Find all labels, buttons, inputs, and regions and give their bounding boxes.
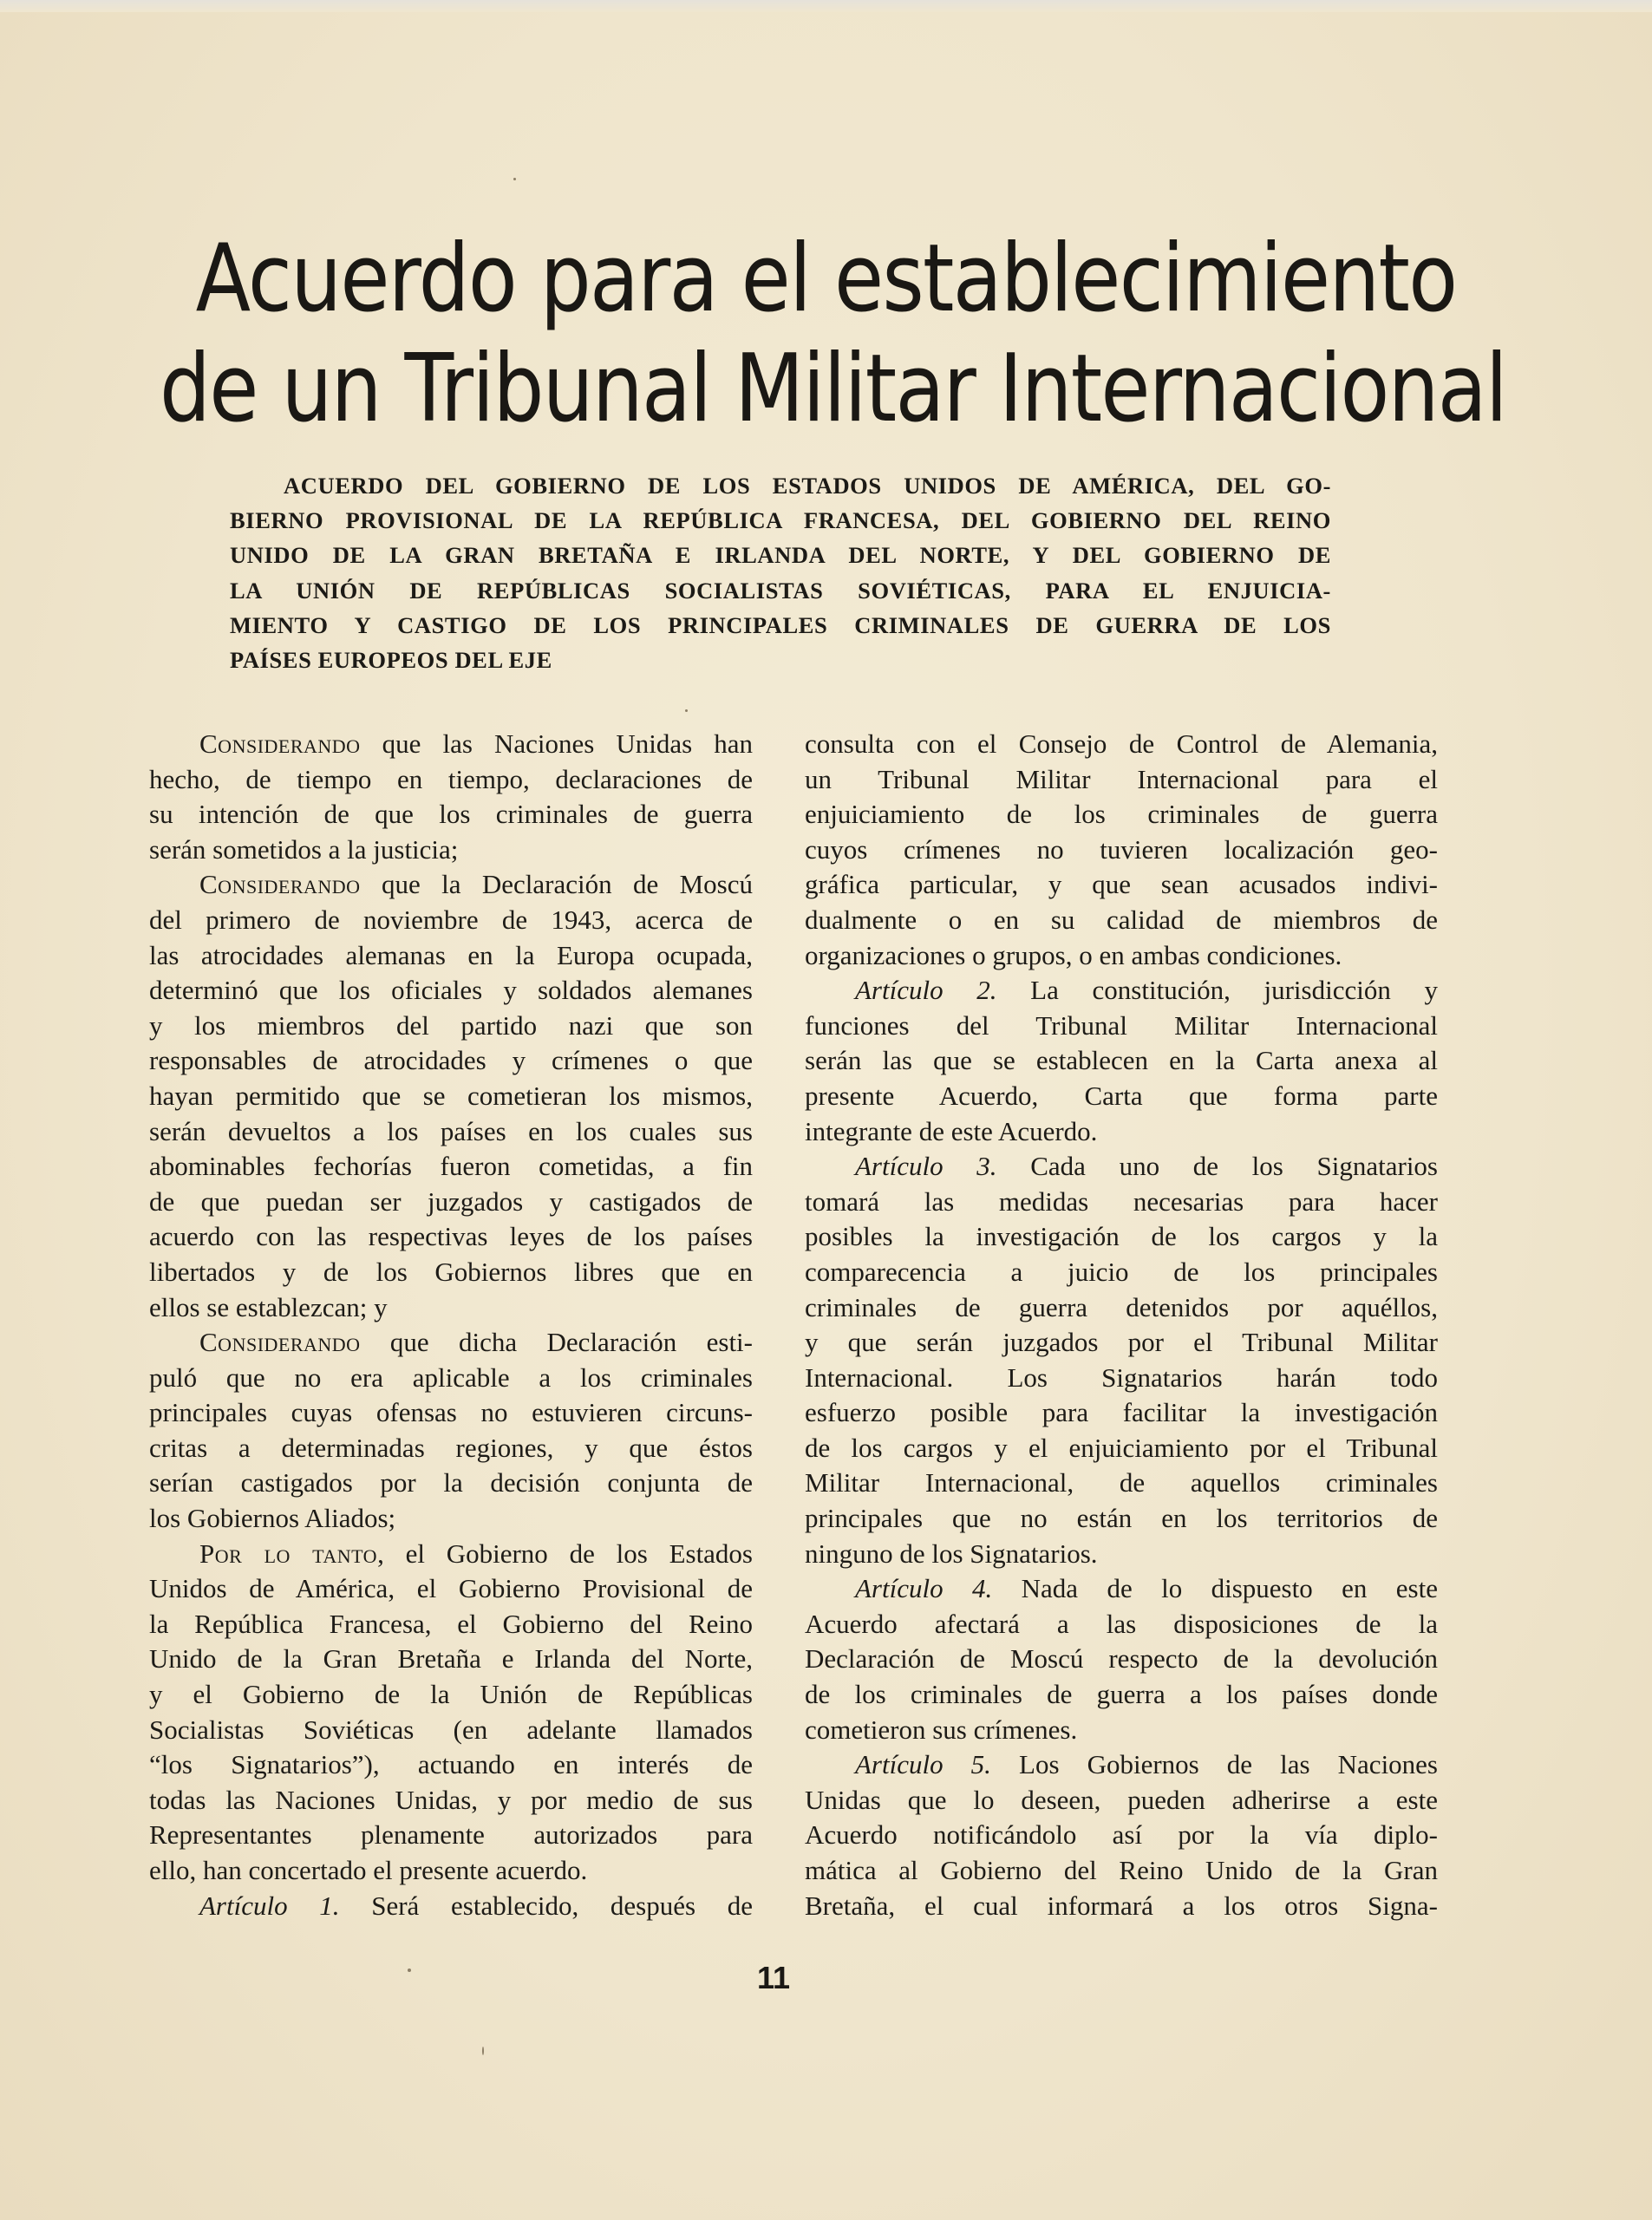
paragraph-line: funciones del Tribunal Militar Internacional	[805, 1009, 1438, 1041]
paragraph-line: serían castigados por la decisión conjunta de	[149, 1467, 753, 1498]
paragraph-line: Internacional. Los Signatarios harán todo	[805, 1361, 1438, 1393]
considerando-lead: Considerando	[199, 1327, 361, 1358]
paragraph-line	[149, 1325, 753, 1361]
paragraph-line: ellos se establezcan; y	[149, 1291, 388, 1322]
right-column	[805, 727, 1438, 1923]
paper-speck	[482, 2047, 484, 2055]
paragraph-line: ninguno de los Signatarios.	[805, 1538, 1098, 1569]
article-1-line	[149, 1889, 753, 1924]
paragraph-line: puló que no era aplicable a los criminales	[149, 1361, 753, 1393]
paragraph-line: un Tribunal Militar Internacional para el	[805, 763, 1438, 794]
line-text: La constitución, jurisdicción y	[996, 975, 1438, 1006]
paragraph-line: determinó que los oficiales y soldados alemanes	[149, 975, 753, 1006]
subtitle-line: PAÍSES EUROPEOS DEL EJE	[230, 646, 552, 673]
paragraph-line: consulta con el Consejo de Control de Alemania,	[805, 728, 1438, 759]
paragraph-line: serán devueltos a los países en los cuales sus	[149, 1115, 753, 1146]
subtitle-line: LA UNIÓN DE REPÚBLICAS SOCIALISTAS SOVIÉTICAS, PARA EL ENJUICIA-	[230, 577, 1331, 604]
line-text: , el Gobierno de los Estados	[377, 1538, 754, 1569]
article-5-line	[805, 1747, 1438, 1783]
paragraph-line: de los cargos y el enjuiciamiento por el Tribunal	[805, 1432, 1438, 1463]
paragraph-line: Militar Internacional, de aquellos criminales	[805, 1467, 1438, 1498]
left-column	[149, 727, 753, 1923]
page-number: 11	[756, 1960, 791, 1995]
paragraph-line: gráfica particular, y que sean acusados indivi-	[805, 869, 1438, 900]
article-5-label: Artículo 5.	[855, 1749, 991, 1780]
paper-speck	[685, 709, 688, 712]
paragraph-line: dualmente o en su calidad de miembros de	[805, 904, 1438, 935]
line-text: Nada de lo dispuesto en este	[992, 1573, 1438, 1604]
paragraph-line: Declaración de Moscú respecto de la devolución	[805, 1643, 1438, 1675]
paragraph-line: organizaciones o grupos, o en ambas condiciones.	[805, 939, 1342, 970]
paragraph-line	[149, 727, 753, 762]
paragraph-line: hayan permitido que se cometieran los mismos,	[149, 1080, 753, 1111]
article-2-label: Artículo 2.	[855, 975, 997, 1006]
article-1-label: Artículo 1.	[199, 1890, 340, 1921]
line-text: Será establecido, después de	[339, 1890, 753, 1921]
paragraph-line: “los Signatarios”), actuando en interés de	[149, 1749, 753, 1780]
paragraph-line: de que puedan ser juzgados y castigados de	[149, 1185, 753, 1217]
considerando-lead: Considerando	[199, 728, 361, 759]
line-text: Los Gobiernos de las Naciones	[990, 1749, 1438, 1780]
paragraph-line: principales que no están en los territorios de	[805, 1503, 1438, 1534]
paragraph-line: esfuerzo posible para facilitar la investigación	[805, 1397, 1438, 1428]
line-text: que dicha Declaración esti-	[360, 1327, 753, 1358]
paragraph-line: Acuerdo notificándolo así por la vía diplo-	[805, 1819, 1438, 1851]
paragraph-line: Unidos de América, el Gobierno Provisional de	[149, 1573, 753, 1604]
paragraph-line: del primero de noviembre de 1943, acerca de	[149, 904, 753, 935]
paragraph-line: integrante de este Acuerdo.	[805, 1115, 1098, 1146]
paragraph-line: abominables fechorías fueron cometidas, a fin	[149, 1151, 753, 1182]
paragraph-line: Bretaña, el cual informará a los otros Signa-	[805, 1890, 1438, 1921]
subtitle-line: MIENTO Y CASTIGO DE LOS PRINCIPALES CRIMINALES DE GUERRA DE LOS	[230, 611, 1331, 638]
agreement-subtitle	[230, 468, 1331, 677]
title-line-2: de un Tribunal Militar Internacional	[159, 335, 1506, 443]
paragraph-line: libertados y de los Gobiernos libres que en	[149, 1256, 753, 1287]
paragraph-line: serán sometidos a la justicia;	[149, 833, 459, 865]
paragraph-line: serán las que se establecen en la Carta anexa al	[805, 1045, 1438, 1076]
line-text: que la Declaración de Moscú	[360, 869, 753, 900]
paragraph-line: Unido de la Gran Bretaña e Irlanda del Norte,	[149, 1643, 753, 1675]
paragraph-line: enjuiciamiento de los criminales de guerra	[805, 799, 1438, 830]
article-3-line	[805, 1149, 1438, 1185]
article-4-line	[805, 1571, 1438, 1607]
paragraph-line: cuyos crímenes no tuvieren localización geo-	[805, 833, 1438, 865]
paragraph-line: tomará las medidas necesarias para hacer	[805, 1185, 1438, 1217]
por-lo-tanto-lead: Por lo tanto	[199, 1538, 378, 1569]
paper-speck	[408, 1969, 411, 1972]
line-text: que las Naciones Unidas han	[360, 728, 753, 759]
paragraph-line: la República Francesa, el Gobierno del Reino	[149, 1608, 753, 1639]
paragraph-line	[149, 1537, 753, 1572]
paragraph-line: de los criminales de guerra a los países donde	[805, 1679, 1438, 1710]
subtitle-line: ACUERDO DEL GOBIERNO DE LOS ESTADOS UNIDOS DE AMÉRICA, DEL GO-	[284, 473, 1331, 499]
paragraph-line: todas las Naciones Unidas, y por medio de sus	[149, 1784, 753, 1815]
paragraph-line: comparecencia a juicio de los principales	[805, 1256, 1438, 1287]
subtitle-line: UNIDO DE LA GRAN BRETAÑA E IRLANDA DEL NORTE, Y DEL GOBIERNO DE	[230, 542, 1331, 569]
paragraph-line: cometieron sus crímenes.	[805, 1714, 1078, 1745]
paper-speck	[513, 178, 516, 180]
article-3-label: Artículo 3.	[855, 1151, 997, 1182]
paragraph-line: Socialistas Soviéticas (en adelante llamados	[149, 1714, 753, 1745]
paragraph-line: y que serán juzgados por el Tribunal Militar	[805, 1327, 1438, 1358]
paragraph-line: los Gobiernos Aliados;	[149, 1503, 396, 1534]
paragraph-line: las atrocidades alemanas en la Europa ocupada,	[149, 939, 753, 970]
paragraph-line: su intención de que los criminales de guerra	[149, 799, 753, 830]
scan-top-edge	[0, 0, 1652, 12]
paragraph-line: responsables de atrocidades y crímenes o que	[149, 1045, 753, 1076]
title-line-1: Acuerdo para el establecimiento	[195, 225, 1457, 333]
paragraph-line: critas a determinadas regiones, y que éstos	[149, 1432, 753, 1463]
paragraph-line: ello, han concertado el presente acuerdo.	[149, 1855, 588, 1885]
paragraph-line	[149, 867, 753, 903]
paragraph-line: acuerdo con las respectivas leyes de los países	[149, 1221, 753, 1252]
paragraph-line: principales cuyas ofensas no estuvieren circuns-	[149, 1397, 753, 1428]
paragraph-line: posibles la investigación de los cargos y la	[805, 1221, 1438, 1252]
article-2-line	[805, 973, 1438, 1009]
paragraph-line: y el Gobierno de la Unión de Repúblicas	[149, 1679, 753, 1710]
paragraph-line: presente Acuerdo, Carta que forma parte	[805, 1080, 1438, 1111]
subtitle-line: BIERNO PROVISIONAL DE LA REPÚBLICA FRANCESA, DEL GOBIERNO DEL REINO	[230, 507, 1331, 534]
article-4-label: Artículo 4.	[855, 1573, 993, 1604]
paragraph-line: criminales de guerra detenidos por aquéllos,	[805, 1291, 1438, 1322]
paragraph-line: Representantes plenamente autorizados para	[149, 1819, 753, 1851]
line-text: Cada uno de los Signatarios	[996, 1151, 1438, 1182]
paragraph-line: mática al Gobierno del Reino Unido de la Gran	[805, 1855, 1438, 1885]
paragraph-line: Acuerdo afectará a las disposiciones de la	[805, 1608, 1438, 1639]
paragraph-line: hecho, de tiempo en tiempo, declaraciones de	[149, 763, 753, 794]
paragraph-line: y los miembros del partido nazi que son	[149, 1009, 753, 1041]
considerando-lead: Considerando	[199, 869, 361, 900]
paragraph-line: Unidas que lo deseen, pueden adherirse a este	[805, 1784, 1438, 1815]
